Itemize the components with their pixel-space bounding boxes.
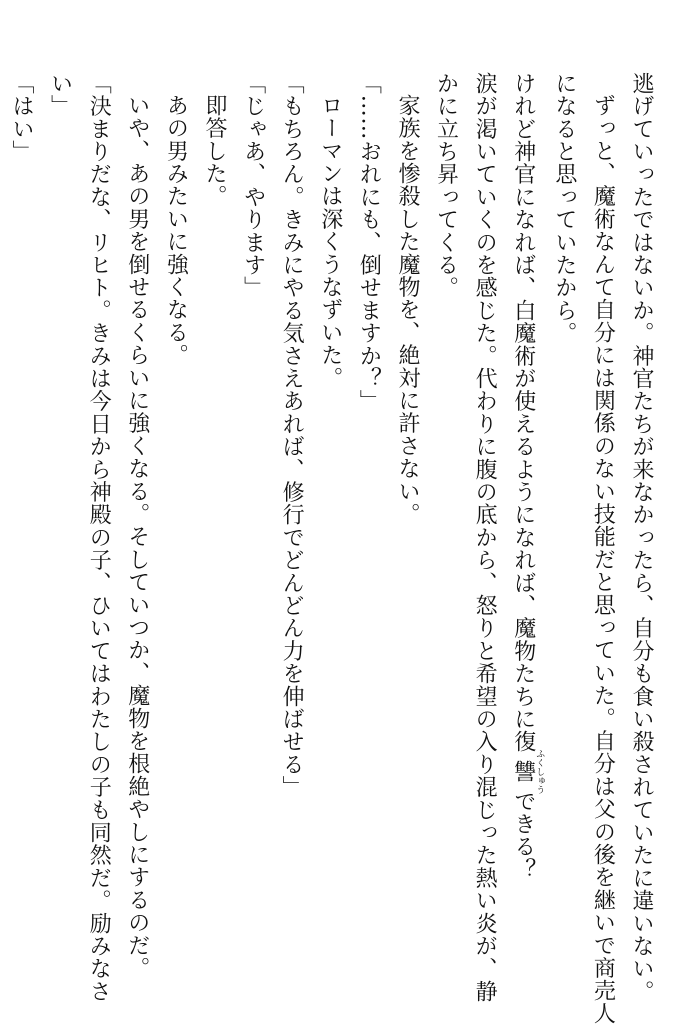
text-line-15: 「決まりだな、リヒト。きみは今日から神殿の子、ひいてはわたしの子も同然だ。励みなさ xyxy=(86,72,112,1003)
vertical-text-body xyxy=(1,72,660,1025)
text-line-4-after-ruby: できる？ xyxy=(510,789,536,881)
text-line-7: 家族を惨殺した魔物を、絶対に許さない。 xyxy=(394,94,420,526)
text-line-16: い」 xyxy=(47,72,73,118)
text-line-11: 「じゃあ、やります」 xyxy=(240,72,266,299)
ruby-base: 讐 xyxy=(510,749,536,794)
text-line-5: 涙が渇いていくのを感じた。代わりに腹の底から、怒りと希望の入り混じった熱い炎が、静 xyxy=(472,72,498,1003)
ruby-reading: ふくしゅう xyxy=(534,749,545,794)
text-line-10: 「もちろん。きみにやる気さえあれば、修行でどんどん力を伸ばせる」 xyxy=(279,72,305,799)
text-line-1: 逃げていったではないか。神官たちが来なかったら、自分も食い殺されていたに違いない。 xyxy=(629,72,654,1003)
text-line-6: かに立ち昇ってくる。 xyxy=(433,72,459,299)
text-line-3: になると思っていたから。 xyxy=(551,72,577,345)
text-line-12: 即答した。 xyxy=(201,94,227,208)
text-line-9: ローマンは深くうなずいた。 xyxy=(317,94,343,390)
ruby-annotation xyxy=(510,749,545,794)
text-line-4 xyxy=(503,72,544,972)
text-line-17: 「はい」 xyxy=(9,72,34,163)
text-line-13: あの男みたいに強くなる。 xyxy=(163,94,189,367)
text-line-4-before-ruby: けれど神官になれば、白魔術が使えるようになれば、魔物たちに復 xyxy=(510,72,536,753)
text-line-8: 「……おれにも、倒せますか？」 xyxy=(356,72,382,413)
text-line-14: いや、あの男を倒せるくらいに強くなる。そしていつか、魔物を根絶やしにするのだ。 xyxy=(124,94,150,980)
text-line-2: ずっと、魔術なんて自分には関係のない技能だと思っていた。自分は父の後を継いで商売人 xyxy=(590,94,616,1025)
